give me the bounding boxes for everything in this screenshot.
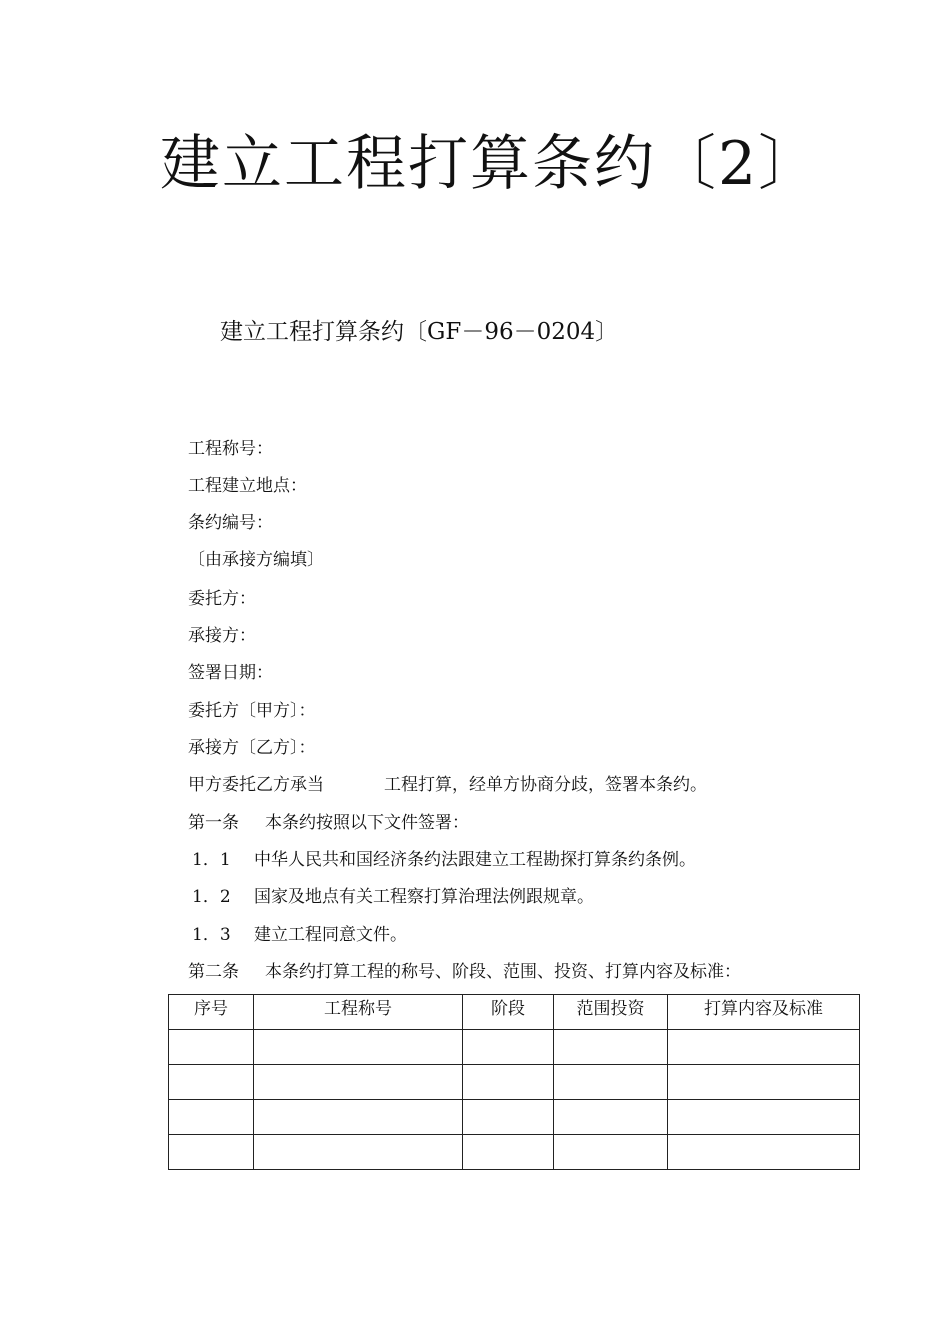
table-cell [554,1065,668,1100]
table-row [169,1030,860,1065]
table-cell [668,1135,860,1170]
clause-number: 1．3 [192,925,231,945]
clause-text: 建立工程同意文件。 [254,925,407,945]
field-contractor: 承接方： [188,626,256,646]
article-1-heading [188,810,469,836]
table-cell [554,1135,668,1170]
table-cell [668,1030,860,1065]
field-project-name: 工程称号： [188,439,273,459]
table-row [169,1065,860,1100]
intro-paragraph [188,772,707,798]
table-cell [463,1135,554,1170]
table-row [169,1135,860,1170]
clause-1-1 [188,847,696,873]
article-1-label: 第一条 [188,813,239,833]
table-header-row [169,995,860,1030]
table-header-cell: 工程称号 [254,995,463,1030]
table-cell [668,1100,860,1135]
field-project-location: 工程建立地点： [188,476,307,496]
table-cell [254,1135,463,1170]
document-subtitle: 建立工程打算条约〔GF－96－0204〕 [220,319,619,345]
clause-number: 1．2 [192,887,231,907]
article-2-text: 本条约打算工程的称号、阶段、范围、投资、打算内容及标准： [265,962,741,982]
table-cell [554,1030,668,1065]
party-b: 承接方〔乙方〕： [188,738,316,758]
field-client: 委托方： [188,589,256,609]
table-cell [463,1065,554,1100]
article-1-text: 本条约按照以下文件签署： [265,813,469,833]
clause-text: 国家及地点有关工程察打算治理法例跟规章。 [254,887,594,907]
intro-part-2: 工程打算，经单方协商分歧，签署本条约。 [384,775,707,795]
table-cell [169,1100,254,1135]
table-cell [254,1030,463,1065]
table-cell [668,1065,860,1100]
document-title: 建立工程打算条约〔2〕 [160,129,821,199]
table-header-cell: 打算内容及标准 [668,995,860,1030]
clause-number: 1．1 [192,850,231,870]
table-cell [463,1100,554,1135]
table-cell [169,1065,254,1100]
intro-part-1: 甲方委托乙方承当 [188,775,324,795]
table-cell [254,1100,463,1135]
table-cell [554,1100,668,1135]
field-sign-date: 签署日期： [188,663,273,683]
table-header-cell: 序号 [169,995,254,1030]
clause-text: 中华人民共和国经济条约法跟建立工程勘探打算条约条例。 [254,850,696,870]
table-header-cell: 阶段 [463,995,554,1030]
article-2-heading [188,959,741,985]
field-contract-no: 条约编号： [188,513,273,533]
table-header-cell: 范围投资 [554,995,668,1030]
article-2-label: 第二条 [188,962,239,982]
party-a: 委托方〔甲方〕： [188,701,316,721]
clause-1-2 [188,884,594,910]
project-scope-table [168,994,860,1170]
table-cell [169,1135,254,1170]
table-cell [254,1065,463,1100]
field-contract-no-note: 〔由承接方编填〕 [188,550,324,570]
clause-1-3 [188,922,407,948]
table-row [169,1100,860,1135]
table-cell [463,1030,554,1065]
table-cell [169,1030,254,1065]
